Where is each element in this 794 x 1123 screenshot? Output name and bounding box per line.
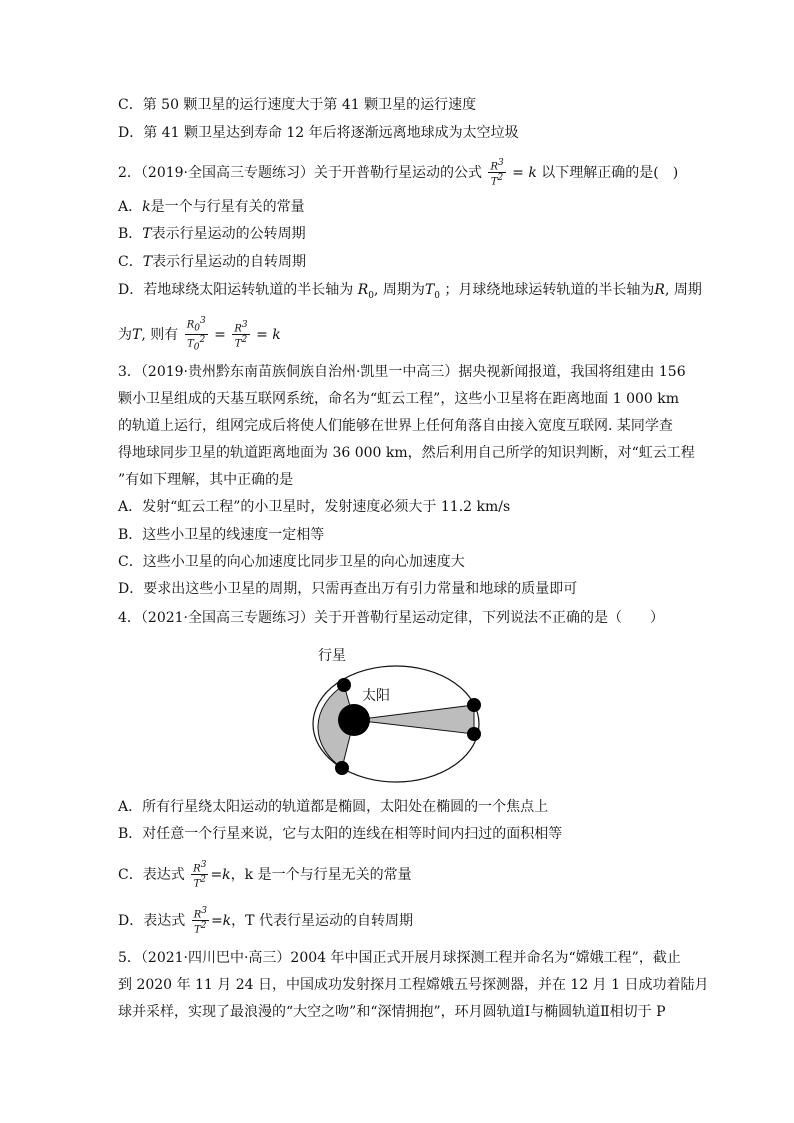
q1-option-c: C．第 50 颗卫星的运行速度大于第 41 颗卫星的运行速度 <box>118 97 477 113</box>
q2-option-b: B．T表示行星运动的公转周期 <box>118 226 306 242</box>
q4-option-a: A．所有行星绕太阳运动的轨道都是椭圆，太阳处在椭圆的一个焦点上 <box>118 799 549 815</box>
q5-stem-line2: 到 2020 年 11 月 24 日，中国成功发射探月工程嫦娥五号探测器，并在 12 月 1 日成功着陆月 <box>118 977 709 993</box>
q3-stem-line5: ”有如下理解，其中正确的是 <box>118 472 294 488</box>
label-sun: 太阳 <box>362 688 390 704</box>
formula-moon: $\frac{R^3}{T^2}$ <box>234 320 248 350</box>
q1-option-d: D．第 41 颗卫星达到寿命 12 年后将逐渐远离地球成为太空垃圾 <box>118 125 519 141</box>
q3-stem-line2: 颗小卫星组成的天基互联网系统，命名为“虹云工程”，这些小卫星将在距离地面 1 000 km <box>118 391 680 407</box>
q4-option-c: C．表达式 $\frac{R^3}{T^2}$ =k，k 是一个与行星无关的常量 <box>118 860 412 890</box>
q5-stem-line3: 球并采样，实现了最浪漫的“大空之吻”和“深情拥抱”，环月圆轨道Ⅰ与椭圆轨道Ⅱ相切于 P <box>118 1004 666 1020</box>
q3-option-b: B．这些小卫星的线速度一定相等 <box>118 527 325 543</box>
q3-option-a: A．发射“虹云工程”的小卫星时，发射速度必须大于 11.2 km/s <box>118 499 511 515</box>
q3-option-c: C．这些小卫星的向心加速度比同步卫星的向心加速度大 <box>118 554 465 570</box>
q3-stem-line1: 3．（2019·贵州黔东南苗族侗族自治州·凯里一中高三）据央视新闻报道，我国将组建由 156 <box>118 364 686 380</box>
q4-option-d: D．表达式 $\frac{R^3}{T^2}$ =k，T 代表行星运动的自转周期 <box>118 906 413 936</box>
sun-dot <box>338 704 370 736</box>
planet-dot-right-top <box>467 698 481 712</box>
q4-option-b: B．对任意一个行星来说，它与太阳的连线在相等时间内扫过的面积相等 <box>118 826 563 842</box>
q2-option-a: A．k是一个与行星有关的常量 <box>118 199 305 215</box>
q2-option-d-line2: 为T, 则有 $\frac{R_0^3}{T_0^2}$ = $\frac{R^3}{T^2}$ = k <box>118 316 281 353</box>
q2-option-d-line1: D．若地球绕太阳运转轨道的半长轴为 $R_0$, 周期为$T_0$ ；月球绕地球运转轨道的半长轴为R, 周期 <box>118 282 702 301</box>
q3-stem-line3: 的轨道上运行，组网完成后将使人们能够在世界上任何角落自由接入宽度互联网. 某同学查 <box>118 418 673 434</box>
label-planet: 行星 <box>318 648 346 664</box>
planet-dot-top-left <box>337 678 351 692</box>
formula-earth: $\frac{R_0^3}{T_0^2}$ <box>186 316 206 353</box>
q2-option-c: C．T表示行星运动的自转周期 <box>118 254 307 270</box>
q2-stem: 2．（2019·全国高三专题练习）关于开普勒行星运动的公式 $\frac{R^3}{T^2}$ = k 以下理解正确的是( ) <box>118 158 679 188</box>
swept-area-right <box>354 705 474 734</box>
q5-stem-line1: 5．（2021·四川巴中·高三）2004 年中国正式开展月球探测工程并命名为“嫦娥工程”，截止 <box>118 950 681 966</box>
planet-dot-bottom-left <box>335 761 349 775</box>
q3-option-d: D．要求出这些小卫星的周期，只需再查出万有引力常量和地球的质量即可 <box>118 581 578 597</box>
kepler-formula: $\frac{R^3}{T^2}$ <box>490 158 504 188</box>
kepler-orbit-figure <box>300 640 500 790</box>
q4-stem: 4．（2021·全国高三专题练习）关于开普勒行星运动定律，下列说法不正确的是（ ） <box>118 610 664 626</box>
q3-stem-line4: 得地球同步卫星的轨道距离地面为 36 000 km，然后利用自己所学的知识判断，对“虹云工程 <box>118 445 695 461</box>
planet-dot-right-bottom <box>467 727 481 741</box>
